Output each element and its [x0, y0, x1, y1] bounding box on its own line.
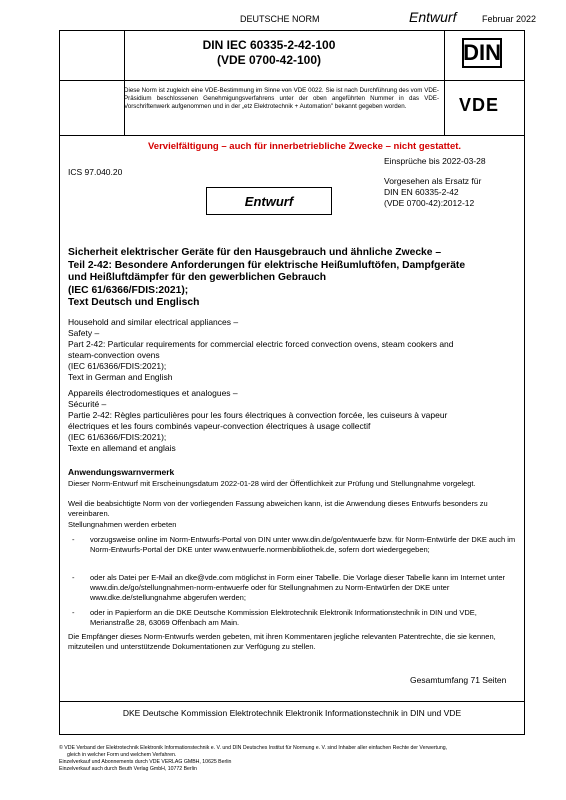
publication-date: Februar 2022	[482, 14, 537, 24]
application-note-paragraph: Die Empfänger dieses Norm-Entwurfs werden gebeten, mit ihren Kommentaren jegliche relevanten Patentrechte, die sie kennen, mitzuteilen und unterstützende Dokumentationen zur Verfügung zu stellen.	[68, 632, 496, 651]
title-line: Texte en allemand et anglais	[68, 443, 176, 453]
title-line: (IEC 61/6366/FDIS:2021);	[68, 361, 167, 371]
title-line: Sécurité –	[68, 399, 107, 409]
replacement-info	[384, 176, 481, 209]
title-line: Text Deutsch und Englisch	[68, 297, 200, 308]
title-line: steam-convection ovens	[68, 350, 160, 360]
title-line: (IEC 61/6366/FDIS:2021);	[68, 284, 189, 296]
vde-logo: VDE	[459, 95, 500, 115]
dke-divider	[60, 701, 524, 702]
vde-notice: Diese Norm ist zugleich eine VDE-Bestimmung im Sinne von VDE 0022. Sie ist nach Durchführung des vom VDE-Präsidium beschlossenen Genehmigungsverfahrens unter der oben angeführten Nummer in das VDE-Vorschriftenwerk aufgenommen und in der „etz Elektrotechnik + Automation" bekannt gegeben worden.	[124, 87, 439, 110]
objection-deadline: Einsprüche bis 2022-03-28	[384, 156, 486, 166]
draft-box: Entwurf	[206, 187, 332, 215]
replacement-line: Vorgesehen als Ersatz für	[384, 176, 482, 186]
bullet-dash: -	[72, 535, 75, 544]
total-pages: Gesamtumfang 71 Seiten	[410, 675, 507, 685]
title-line: Sicherheit elektrischer Geräte für den Hausgebrauch und ähnliche Zwecke –	[68, 247, 442, 258]
title-line: Text in German and English	[68, 372, 173, 382]
title-line: und Heißluftdämpfer für den gewerblichen Gebrauch	[68, 272, 327, 283]
title-line: Safety –	[68, 328, 100, 338]
title-line: Appareils électrodomestiques et analogues –	[68, 388, 238, 398]
title-line: (IEC 61/6366/FDIS:2021);	[68, 432, 167, 442]
list-item-text: vorzugsweise online im Norm-Entwurfs-Portal von DIN unter www.din.de/go/entwuerfe bzw. für Norm-Entwürfe der DKE auch im Norm-Entwurfs-Portal der DKE unter www.entwuerfe.normenbibliothek.de, sofern dort wiedergegeben;	[90, 535, 516, 554]
title-line: Teil 2-42: Besondere Anforderungen für elektrische Heißumluftöfen, Dampfgeräte	[68, 259, 466, 271]
title-english	[68, 317, 520, 383]
footer-line: gleich in welcher Form und welchem Verfahren.	[67, 752, 177, 758]
copyright-footer	[59, 745, 525, 773]
title-french	[68, 388, 520, 454]
title-line: électriques et les fours combinés vapeur-convection électriques à usage collectif	[68, 421, 371, 431]
list-item	[68, 608, 520, 628]
list-item-text: oder in Papierform an die DKE Deutsche Kommission Elektrotechnik Elektronik Informationstechnik in DIN und VDE, Merianstraße 28, 63069 Offenbach am Main.	[90, 608, 477, 627]
title-line: Partie 2-42: Règles particulières pour les fours électriques à convection forcée, les cuiseurs à vapeur	[68, 410, 448, 420]
replacement-line: DIN EN 60335-2-42	[384, 187, 459, 197]
replacement-line: (VDE 0700-42):2012-12	[384, 198, 475, 208]
bullet-dash: -	[72, 608, 75, 617]
footer-line: Einzelverkauf auch durch Beuth Verlag GmbH, 10772 Berlin	[59, 766, 197, 772]
document-type-label: DEUTSCHE NORM	[240, 14, 320, 24]
header-divider	[60, 80, 524, 81]
notice-divider	[60, 135, 524, 136]
title-line: Household and similar electrical appliances –	[68, 317, 239, 327]
application-note-paragraph: Dieser Norm-Entwurf mit Erscheinungsdatum 2022-01-28 wird der Öffentlichkeit zur Prüfung und Stellungnahme vorgelegt.	[68, 479, 476, 488]
application-note-heading: Anwendungswarnvermerk	[68, 467, 175, 477]
dke-line: DKE Deutsche Kommission Elektrotechnik Elektronik Informationstechnik in DIN und VDE	[122, 708, 462, 718]
list-item	[68, 535, 520, 555]
reproduction-notice: Vervielfältigung – auch für innerbetriebliche Zwecke – nicht gestattet.	[148, 141, 462, 152]
right-divider	[444, 31, 445, 135]
title-german	[68, 247, 520, 310]
draft-label: Entwurf	[409, 9, 457, 25]
list-item-text: oder als Datei per E-Mail an dke@vde.com möglichst in Form einer Tabelle. Die Vorlage dieser Tabelle kann im Internet unter www.din.de/go/stellungnahmen-norm-entwuerfe oder für Stellungnahmen zu Norm-Entwürfen der DKE unter www.dke.de/stellungnahme abgerufen werden;	[90, 573, 506, 602]
title-line: Part 2-42: Particular requirements for commercial electric forced convection ovens, steam cookers and	[68, 339, 454, 349]
application-note-paragraph: Stellungnahmen werden erbeten	[68, 520, 177, 529]
standard-number-din: DIN IEC 60335-2-42-100	[202, 38, 336, 52]
list-item	[68, 573, 520, 603]
footer-line: Einzelverkauf und Abonnements durch VDE VERLAG GMBH, 10625 Berlin	[59, 759, 232, 765]
standard-number	[119, 38, 419, 68]
footer-line: © VDE Verband der Elektrotechnik Elektronik Informationstechnik e. V. und DIN Deutsches Institut für Normung e. V. sind Inhaber aller einfachen Rechte der Verwertung,	[59, 745, 448, 751]
application-note-paragraph: Weil die beabsichtigte Norm von der vorliegenden Fassung abweichen kann, ist die Anwendung dieses Entwurfs besonders zu vereinbaren.	[68, 499, 488, 518]
bullet-dash: -	[72, 573, 75, 582]
din-logo: DIN	[462, 38, 502, 68]
ics-code: ICS 97.040.20	[68, 167, 123, 177]
standard-number-vde: (VDE 0700-42-100)	[216, 53, 322, 67]
